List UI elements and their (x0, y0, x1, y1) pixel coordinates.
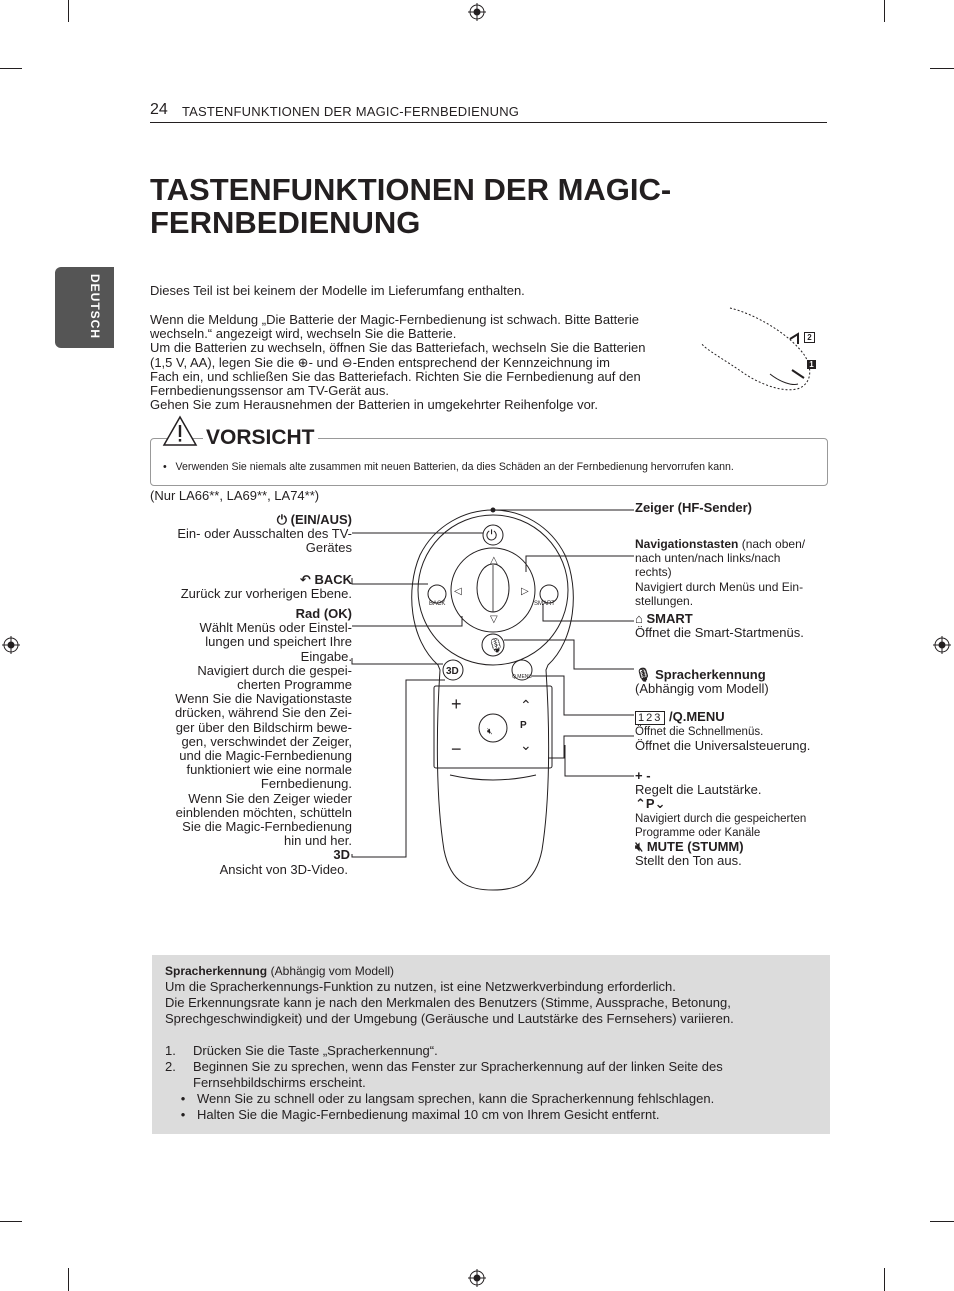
registration-mark-icon (468, 3, 486, 21)
volume-desc: Regelt die Lautstärke. (635, 782, 762, 798)
voice-title: Spracherkennung (655, 667, 766, 682)
crop-mark (68, 1268, 69, 1291)
nav-desc: Navigiert durch Menüs und Ein- (635, 579, 804, 594)
qmenu-desc: Öffnet die Universalsteuerung. (635, 738, 811, 754)
svg-text:⌄: ⌄ (520, 737, 532, 753)
wheel-desc: Sie die Magic-Fernbedienung (182, 819, 352, 835)
crop-mark (884, 0, 885, 22)
registration-mark-icon (933, 636, 951, 654)
intro-paragraph (150, 313, 695, 412)
back-title: BACK (314, 572, 352, 587)
battery-cover-illustration (700, 304, 825, 396)
qmenu-title: /Q.MENU (668, 709, 725, 724)
p-desc: Navigiert durch die gespeicherten (635, 812, 807, 825)
power-desc: Ein- oder Ausschalten des TV- (177, 526, 352, 542)
back-label (150, 573, 352, 601)
magic-remote-illustration (350, 500, 640, 900)
nav-desc: rechts) (635, 565, 672, 580)
caution-title: VORSICHT (203, 426, 318, 450)
language-tab-label: DEUTSCH (88, 274, 102, 340)
crop-mark (68, 0, 69, 22)
nav-label (635, 537, 835, 608)
svg-text:△: △ (490, 555, 498, 566)
running-title: TASTENFUNKTIONEN DER MAGIC-FERNBEDIENUNG (182, 104, 520, 119)
bullet-dot: • (180, 1107, 186, 1122)
intro-line: Wenn die Meldung „Die Batterie der Magic-Fernbedienung ist schwach. Bitte Batterie (150, 312, 639, 327)
remote-smart-text: SMART (534, 601, 555, 607)
nav-desc: stellungen. (635, 593, 694, 608)
registration-mark-icon (468, 1269, 486, 1287)
volume-label (635, 769, 806, 868)
chevron-up-icon: ⌃ (635, 796, 646, 812)
intro-line: wechseln.“ angezeigt wird, wechseln Sie die Batterie. (150, 326, 457, 342)
back-desc: Zurück zur vorherigen Ebene. (180, 586, 352, 602)
smart-desc: Öffnet die Smart-Startmenüs. (635, 625, 804, 641)
crop-mark (930, 1221, 954, 1222)
home-icon: ⌂ (635, 611, 643, 626)
wheel-desc: einblenden möchten, schütteln (175, 804, 352, 820)
wheel-desc: funktioniert wie eine normale (186, 762, 352, 778)
remote-back-text: BACK (429, 601, 446, 607)
svg-text:⏻: ⏻ (486, 527, 498, 543)
mute-desc: Stellt den Ton aus. (635, 853, 742, 869)
bullet-text: Halten Sie die Magic-Fernbedienung maximal 10 cm von Ihrem Gesicht entfernt. (197, 1107, 660, 1122)
pointer-label: Zeiger (HF-Sender) (635, 500, 753, 515)
wheel-desc: lungen und speichert Ihre (205, 634, 352, 650)
wheel-desc: Fernbedienung. (260, 776, 352, 792)
smart-title: SMART (646, 611, 693, 626)
threed-title: 3D (333, 847, 350, 863)
intro-line: Gehen Sie zum Herausnehmen der Batterien in umgekehrter Reihenfolge vor. (150, 397, 599, 413)
wheel-title: Rad (OK) (295, 606, 352, 621)
step-2-badge: 2 (804, 332, 815, 343)
wheel-desc: drücken, während Sie den Zei- (174, 705, 352, 721)
voice-desc: (Abhängig vom Modell) (635, 681, 769, 697)
chevron-down-icon: ⌄ (654, 796, 666, 812)
intro-line: Um die Batterien zu wechseln, öffnen Sie das Batteriefach, wechseln Sie die Batterien (150, 340, 646, 356)
mute-icon: 🔇︎ (635, 839, 644, 855)
caution-text-body: Verwenden Sie niemals alte zusammen mit neuen Batterien, da dies Schäden an der Fernbedienung hervorrufen kann. (175, 461, 734, 473)
nav-desc: (nach oben/ (741, 537, 806, 551)
back-icon: ↶ (299, 572, 311, 587)
power-label (150, 513, 352, 556)
model-note: (Nur LA66**, LA69**, LA74**) (150, 488, 320, 503)
remote-p-text: P (520, 720, 527, 731)
header-rule (150, 122, 827, 123)
svg-text:+: + (451, 694, 462, 714)
voice-recognition-note (152, 955, 830, 1134)
power-icon: ⏻ (276, 512, 287, 527)
voice-label (635, 668, 769, 696)
step-1-badge: 1 (807, 360, 816, 369)
caution-text: • Verwenden Sie niemals alte zusammen mit neuen Batterien, da dies Schäden an der Fernbedienung hervorrufen kann. (163, 461, 734, 473)
wheel-label (150, 607, 352, 877)
wheel-desc: Wählt Menüs oder Einstel- (199, 620, 352, 636)
microphone-icon: 🎙︎ (635, 667, 652, 682)
svg-text:▷: ▷ (521, 586, 529, 597)
volume-title: + - (635, 768, 651, 783)
wheel-desc: und die Magic-Fernbedienung (179, 748, 352, 764)
wheel-desc: ger über den Bildschirm bewe- (175, 719, 352, 735)
intro-line: Fernbedienungssensor am TV-Gerät aus. (150, 383, 389, 399)
wheel-desc: Eingabe. (300, 648, 352, 664)
svg-text:▽: ▽ (490, 614, 498, 625)
p-desc: Programme oder Kanäle (635, 826, 761, 839)
bullet-text: Wenn Sie zu schnell oder zu langsam sprechen, kann die Spracherkennung fehlschlagen. (197, 1091, 715, 1106)
bullet-dot: • (180, 1091, 186, 1106)
warning-triangle-icon (162, 415, 198, 447)
crop-mark (884, 1268, 885, 1291)
power-desc: Gerätes (305, 540, 352, 556)
note-line: Um die Spracherkennungs-Funktion zu nutzen, ist eine Netzwerkverbindung erforderlich. (165, 979, 676, 994)
p-title: P (645, 796, 655, 812)
remote-qmenu-text: Q.MENU (512, 674, 532, 680)
nav-title: Navigationstasten (635, 537, 739, 551)
svg-text:⌃: ⌃ (520, 697, 532, 713)
step-text: Drücken Sie die Taste „Spracherkennung“. (193, 1043, 438, 1058)
crop-mark (0, 1221, 22, 1222)
note-line: Sprechgeschwindigkeit) und der Umgebung (Geräusche und Lautstärke des Fernsehers) variieren. (165, 1011, 734, 1026)
page-number: 24 (150, 101, 168, 118)
step-text: Fernsehbildschirms erscheint. (193, 1075, 366, 1090)
svg-text:🔇︎: 🔇︎ (487, 726, 493, 736)
mute-title: MUTE (STUMM) (646, 839, 744, 855)
crop-mark (930, 68, 954, 69)
language-tab (55, 267, 114, 348)
wheel-desc: Navigiert durch die gespei- (197, 662, 352, 678)
wheel-desc: cherten Programme (237, 677, 352, 693)
step-number: 2. (165, 1059, 176, 1074)
threed-desc: Ansicht von 3D-Video. (219, 861, 348, 877)
intro-line: (1,5 V, AA), legen Sie die ⊕- und ⊖-Enden entsprechend der Kennzeichnung im (150, 354, 610, 370)
step-number (165, 1075, 193, 1091)
crop-mark (0, 68, 22, 69)
power-title: (EIN/AUS) (290, 512, 352, 527)
qmenu-label (635, 710, 810, 754)
note-title: Spracherkennung (165, 964, 268, 978)
number-keys-icon: 123 (635, 711, 665, 725)
note-title-suffix: (Abhängig vom Modell) (270, 964, 395, 978)
svg-text:◁: ◁ (454, 586, 462, 597)
step-number: 1. (165, 1043, 176, 1058)
remote-3d-text: 3D (446, 666, 459, 677)
qmenu-small: Öffnet die Schnellmenüs. (635, 726, 764, 739)
wheel-desc: Wenn Sie die Navigationstaste (175, 691, 352, 707)
intro-line: Dieses Teil ist bei keinem der Modelle im Lieferumfang enthalten. (150, 283, 525, 298)
wheel-desc: hin und her. (284, 833, 352, 849)
wheel-desc: Wenn Sie den Zeiger wieder (188, 790, 352, 806)
page-title: TASTENFUNKTIONEN DER MAGIC-FERNBEDIENUNG (150, 172, 672, 240)
svg-text:🎙︎: 🎙︎ (487, 637, 505, 653)
step-text: Beginnen Sie zu sprechen, wenn das Fenster zur Spracherkennung auf der linken Seite des (193, 1059, 723, 1074)
registration-mark-icon (2, 636, 20, 654)
wheel-desc: gen, verschwindet der Zeiger, (181, 733, 352, 749)
nav-desc: nach unten/nach links/nach (635, 551, 781, 566)
intro-line: Fach ein, und schließen Sie das Batteriefach. Richten Sie die Fernbedienung auf den (150, 368, 641, 384)
smart-label (635, 612, 804, 640)
note-line: Die Erkennungsrate kann je nach den Merkmalen des Benutzers (Stimme, Aussprache, Betonung, (165, 995, 731, 1010)
svg-text:−: − (451, 739, 462, 759)
